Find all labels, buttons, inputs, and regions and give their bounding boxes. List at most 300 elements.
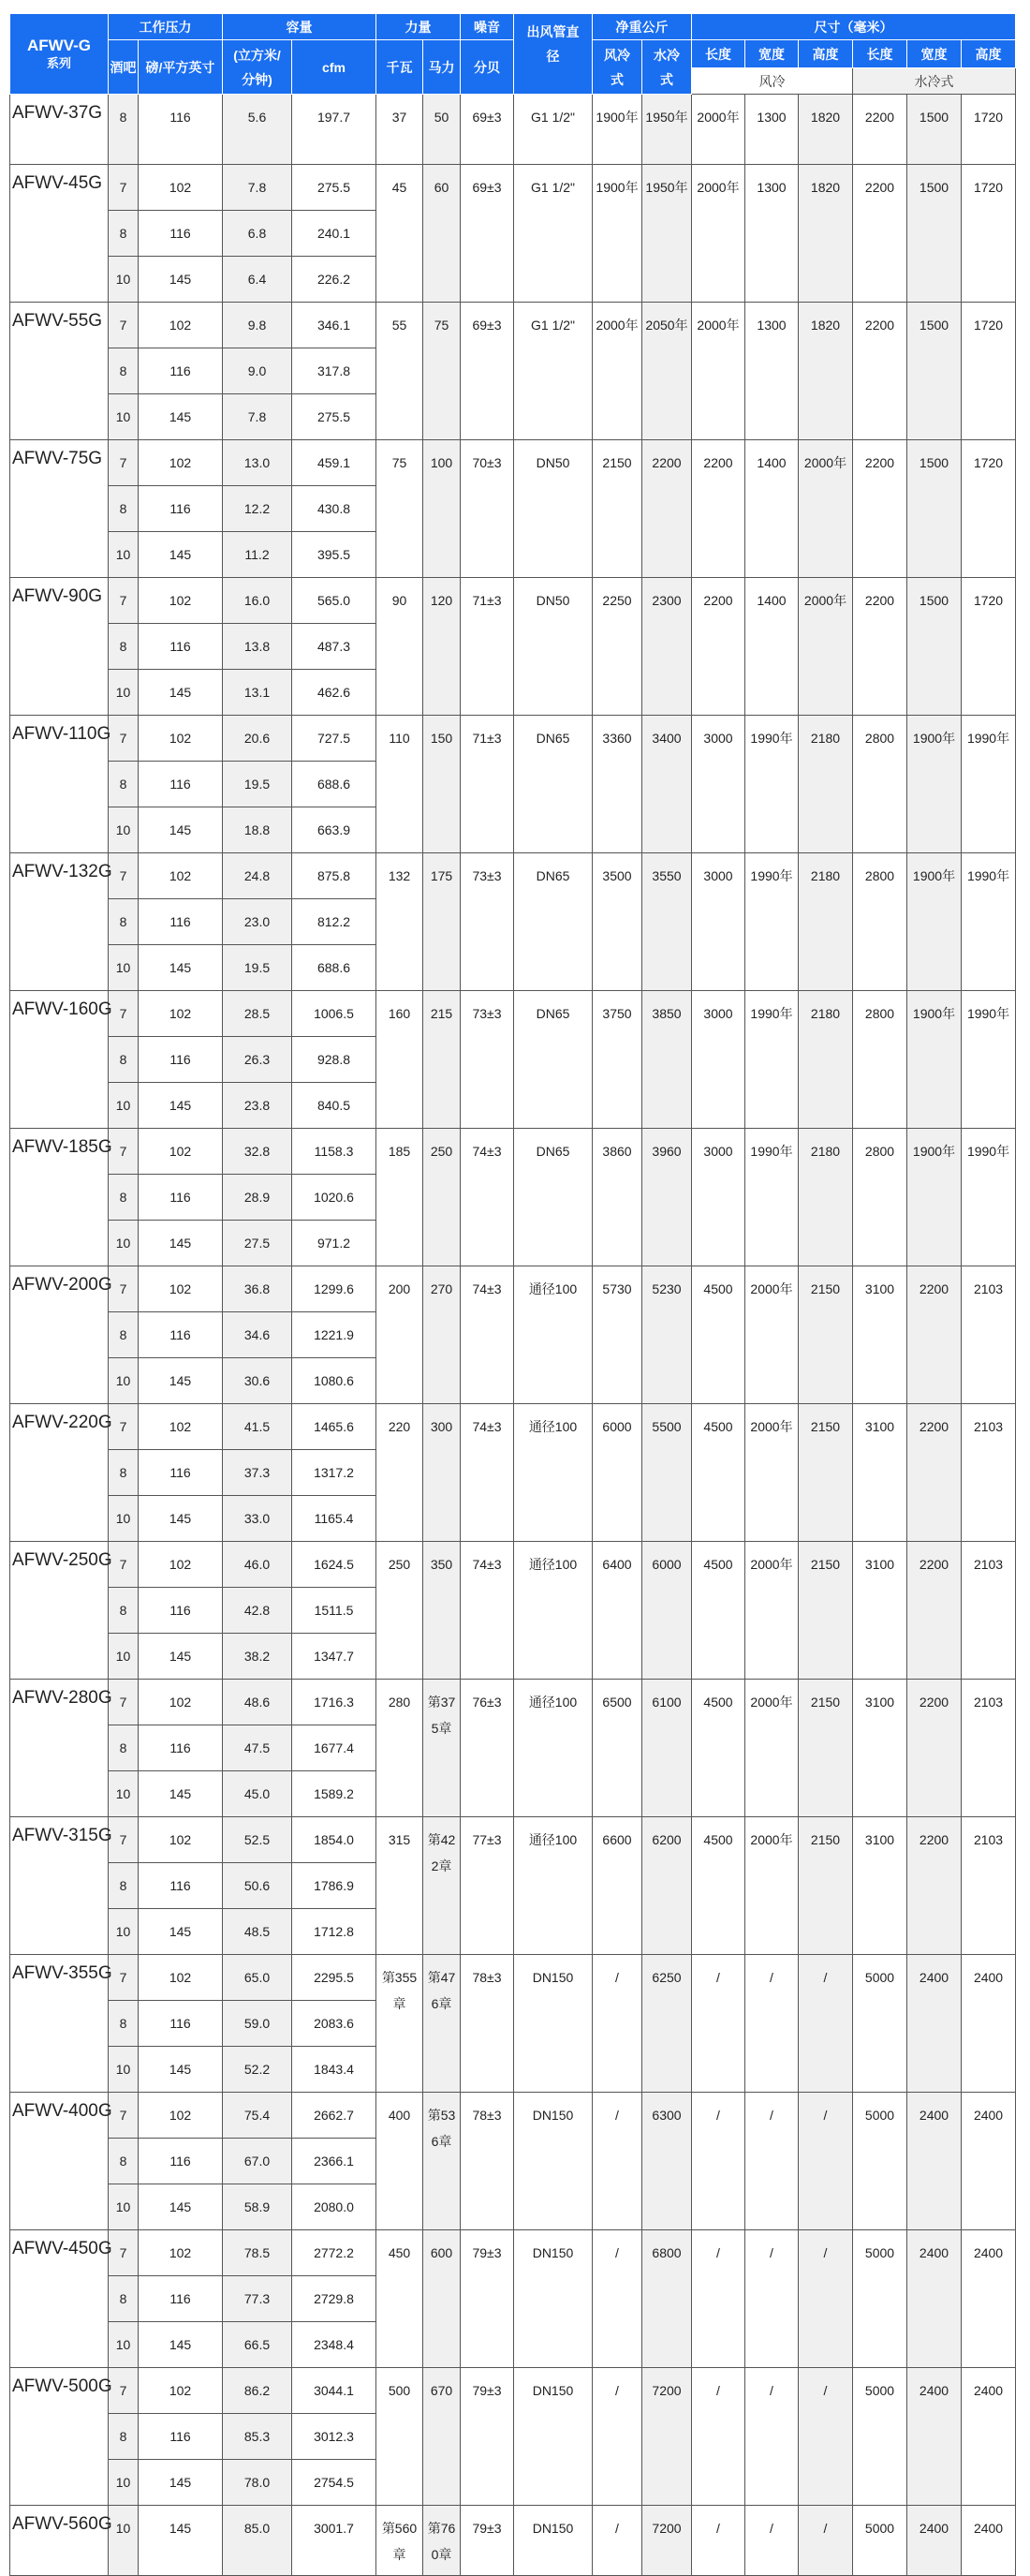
pressure-bar-cell: 10 — [109, 670, 139, 716]
dim-air-height-cell: 1820 — [799, 95, 853, 165]
power-hp-cell: 第375章 — [423, 1680, 461, 1817]
pressure-psi-cell: 102 — [139, 853, 223, 899]
capacity-m3-cell: 30.6 — [223, 1358, 292, 1404]
dim-water-width-cell: 1500 — [907, 578, 962, 716]
weight-water-cell: 1950年 — [642, 95, 692, 165]
capacity-m3-cell: 77.3 — [223, 2276, 292, 2322]
capacity-cfm-cell: 1843.4 — [292, 2047, 376, 2093]
noise-cell: 70±3 — [461, 440, 514, 578]
pressure-bar-cell: 10 — [109, 2184, 139, 2230]
pressure-bar-cell: 10 — [109, 1496, 139, 1542]
capacity-cfm-cell: 2772.2 — [292, 2230, 376, 2276]
capacity-cfm-cell: 1080.6 — [292, 1358, 376, 1404]
dimensions-group-header: 尺寸（毫米） — [692, 14, 1016, 40]
model-cell: AFWV-400G — [10, 2093, 109, 2230]
capacity-cfm-cell: 459.1 — [292, 440, 376, 486]
noise-cell: 69±3 — [461, 165, 514, 303]
weight-air-cell: 1900年 — [593, 165, 642, 303]
dim-water-height-cell: 2103 — [962, 1266, 1016, 1404]
dim-air-width-cell: / — [745, 2506, 799, 2576]
dim-air-length-cell: / — [692, 2093, 745, 2230]
capacity-cfm-cell: 3012.3 — [292, 2414, 376, 2460]
dim-water-width-cell: 1900年 — [907, 1129, 962, 1266]
pressure-psi-cell: 102 — [139, 1955, 223, 2001]
dim-water-width-cell: 2200 — [907, 1266, 962, 1404]
capacity-m3-cell: 23.8 — [223, 1083, 292, 1129]
dim-air-height-cell: / — [799, 1955, 853, 2093]
noise-cell: 69±3 — [461, 303, 514, 440]
dim-water-width-header: 宽度 — [907, 40, 962, 68]
weight-water-cell: 2050年 — [642, 303, 692, 440]
noise-cell: 73±3 — [461, 991, 514, 1129]
dim-water-height-cell: 2400 — [962, 2368, 1016, 2506]
dim-air-width-cell: / — [745, 2230, 799, 2368]
dim-air-length-cell: / — [692, 2368, 745, 2506]
capacity-cfm-cell: 1677.4 — [292, 1725, 376, 1771]
pressure-psi-cell: 102 — [139, 1404, 223, 1450]
dim-air-length-cell: 4500 — [692, 1680, 745, 1817]
noise-cell: 71±3 — [461, 578, 514, 716]
power-kw-cell: 400 — [376, 2093, 423, 2230]
pressure-psi-cell: 102 — [139, 1266, 223, 1312]
outlet-cell: 通径100 — [514, 1542, 593, 1680]
capacity-m3-cell: 48.5 — [223, 1909, 292, 1955]
dim-air-width-cell: 1990年 — [745, 853, 799, 991]
table-row — [10, 95, 1016, 165]
dim-water-width-cell: 2400 — [907, 1955, 962, 2093]
weight-water-cell: 6800 — [642, 2230, 692, 2368]
capacity-m3-cell: 5.6 — [223, 95, 292, 165]
capacity-cfm-cell: 1317.2 — [292, 1450, 376, 1496]
dim-air-length-header: 长度 — [692, 40, 745, 68]
power-hp-cell: 60 — [423, 165, 461, 303]
table-row — [10, 578, 1016, 624]
dim-water-height-cell: 1720 — [962, 440, 1016, 578]
capacity-cfm-cell: 2080.0 — [292, 2184, 376, 2230]
capacity-cfm-cell: 1006.5 — [292, 991, 376, 1037]
dim-air-length-cell: / — [692, 1955, 745, 2093]
capacity-m3-cell: 41.5 — [223, 1404, 292, 1450]
pressure-bar-cell: 8 — [109, 1175, 139, 1221]
capacity-m3-cell: 13.8 — [223, 624, 292, 670]
weight-water-cell: 7200 — [642, 2506, 692, 2576]
pressure-psi-cell: 116 — [139, 348, 223, 394]
pressure-bar-cell: 7 — [109, 165, 139, 211]
dim-air-width-cell: 2000年 — [745, 1542, 799, 1680]
pressure-bar-cell: 10 — [109, 1083, 139, 1129]
capacity-m3-cell: 7.8 — [223, 394, 292, 440]
weight-water-cell: 3960 — [642, 1129, 692, 1266]
noise-cell: 79±3 — [461, 2506, 514, 2576]
dim-water-height-cell: 2103 — [962, 1404, 1016, 1542]
dim-air-width-cell: 1300 — [745, 303, 799, 440]
dim-water-length-cell: 5000 — [853, 2230, 907, 2368]
dim-air-width-cell: / — [745, 2368, 799, 2506]
pressure-bar-cell: 8 — [109, 486, 139, 532]
model-cell: AFWV-500G — [10, 2368, 109, 2506]
dim-water-length-cell: 2200 — [853, 165, 907, 303]
power-kw-cell: 90 — [376, 578, 423, 716]
pressure-bar-cell: 7 — [109, 853, 139, 899]
weight-water-cell: 2300 — [642, 578, 692, 716]
pressure-bar-cell: 7 — [109, 1955, 139, 2001]
pressure-psi-cell: 116 — [139, 2139, 223, 2184]
capacity-m3-cell: 33.0 — [223, 1496, 292, 1542]
power-kw-cell: 第355章 — [376, 1955, 423, 2093]
pressure-psi-cell: 116 — [139, 2001, 223, 2047]
weight-water-cell: 5500 — [642, 1404, 692, 1542]
capacity-cfm-cell: 2754.5 — [292, 2460, 376, 2506]
capacity-cfm-cell: 727.5 — [292, 716, 376, 762]
table-row — [10, 303, 1016, 348]
dim-water-height-cell: 2103 — [962, 1680, 1016, 1817]
capacity-cfm-cell: 2348.4 — [292, 2322, 376, 2368]
power-hp-cell: 第536章 — [423, 2093, 461, 2230]
capacity-cfm-cell: 663.9 — [292, 807, 376, 853]
weight-air-cell: 6400 — [593, 1542, 642, 1680]
pressure-psi-cell: 145 — [139, 1221, 223, 1266]
dim-water-width-cell: 2200 — [907, 1404, 962, 1542]
power-kw-cell: 110 — [376, 716, 423, 853]
pressure-bar-cell: 7 — [109, 1266, 139, 1312]
dim-water-height-cell: 2400 — [962, 2230, 1016, 2368]
dim-air-length-cell: / — [692, 2506, 745, 2576]
capacity-m3-cell: 28.5 — [223, 991, 292, 1037]
power-hp-header: 马力 — [423, 40, 461, 95]
pressure-bar-cell: 7 — [109, 578, 139, 624]
weight-water-cell: 6250 — [642, 1955, 692, 2093]
weight-air-cell: / — [593, 2093, 642, 2230]
dim-air-height-cell: 2150 — [799, 1680, 853, 1817]
model-cell: AFWV-37G — [10, 95, 109, 165]
model-cell: AFWV-160G — [10, 991, 109, 1129]
capacity-cfm-cell: 317.8 — [292, 348, 376, 394]
model-cell: AFWV-132G — [10, 853, 109, 991]
outlet-cell: G1 1/2" — [514, 303, 593, 440]
dim-air-length-cell: 2000年 — [692, 165, 745, 303]
capacity-m3-cell: 58.9 — [223, 2184, 292, 2230]
pressure-bar-cell: 10 — [109, 394, 139, 440]
weight-water-header: 水冷式 — [642, 40, 692, 95]
dim-water-length-cell: 2200 — [853, 578, 907, 716]
model-cell: AFWV-450G — [10, 2230, 109, 2368]
dim-water-width-cell: 1900年 — [907, 991, 962, 1129]
power-kw-cell: 500 — [376, 2368, 423, 2506]
noise-cell: 74±3 — [461, 1404, 514, 1542]
capacity-cfm-cell: 971.2 — [292, 1221, 376, 1266]
capacity-group-header: 容量 — [223, 14, 376, 40]
dim-air-height-cell: 2000年 — [799, 440, 853, 578]
weight-air-cell: 2250 — [593, 578, 642, 716]
pressure-psi-cell: 145 — [139, 1909, 223, 1955]
power-hp-cell: 100 — [423, 440, 461, 578]
noise-cell: 74±3 — [461, 1542, 514, 1680]
power-hp-cell: 120 — [423, 578, 461, 716]
model-cell: AFWV-55G — [10, 303, 109, 440]
pressure-bar-cell: 10 — [109, 2460, 139, 2506]
capacity-m3-cell: 6.4 — [223, 257, 292, 303]
weight-water-cell: 6200 — [642, 1817, 692, 1955]
dim-air-height-cell: 1820 — [799, 303, 853, 440]
dim-water-height-cell: 2103 — [962, 1817, 1016, 1955]
pressure-psi-cell: 116 — [139, 624, 223, 670]
noise-cell: 78±3 — [461, 2093, 514, 2230]
power-kw-cell: 220 — [376, 1404, 423, 1542]
capacity-m3-cell: 48.6 — [223, 1680, 292, 1725]
pressure-psi-cell: 145 — [139, 2184, 223, 2230]
dim-water-width-cell: 1900年 — [907, 716, 962, 853]
pressure-bar-cell: 7 — [109, 1542, 139, 1588]
dim-air-width-cell: 2000年 — [745, 1266, 799, 1404]
pressure-psi-cell: 116 — [139, 762, 223, 807]
capacity-m3-cell: 42.8 — [223, 1588, 292, 1634]
weight-water-cell: 6300 — [642, 2093, 692, 2230]
capacity-m3-cell: 59.0 — [223, 2001, 292, 2047]
power-hp-cell: 150 — [423, 716, 461, 853]
pressure-psi-cell: 116 — [139, 2414, 223, 2460]
series-sub-label: 系列 — [46, 55, 71, 70]
noise-cell: 79±3 — [461, 2368, 514, 2506]
pressure-bar-cell: 7 — [109, 1404, 139, 1450]
weight-water-cell: 6100 — [642, 1680, 692, 1817]
capacity-m3-cell: 12.2 — [223, 486, 292, 532]
pressure-psi-cell: 116 — [139, 1863, 223, 1909]
outlet-cell: DN50 — [514, 440, 593, 578]
dim-water-width-cell: 2200 — [907, 1542, 962, 1680]
pressure-bar-cell: 10 — [109, 1634, 139, 1680]
capacity-m3-cell: 52.5 — [223, 1817, 292, 1863]
capacity-cfm-cell: 1158.3 — [292, 1129, 376, 1175]
capacity-m3-cell: 47.5 — [223, 1725, 292, 1771]
dim-air-height-cell: 2150 — [799, 1542, 853, 1680]
outlet-cell: 通径100 — [514, 1404, 593, 1542]
dim-air-length-cell: / — [692, 2230, 745, 2368]
dim-air-height-cell: 2180 — [799, 991, 853, 1129]
model-cell: AFWV-90G — [10, 578, 109, 716]
capacity-m3-cell: 78.5 — [223, 2230, 292, 2276]
power-kw-cell: 250 — [376, 1542, 423, 1680]
noise-cell: 76±3 — [461, 1680, 514, 1817]
dim-water-length-cell: 2200 — [853, 303, 907, 440]
capacity-m3-cell: 66.5 — [223, 2322, 292, 2368]
pressure-psi-cell: 116 — [139, 1175, 223, 1221]
dim-air-height-cell: / — [799, 2093, 853, 2230]
dim-air-length-cell: 4500 — [692, 1542, 745, 1680]
capacity-cfm-cell: 197.7 — [292, 95, 376, 165]
dim-air-length-cell: 4500 — [692, 1404, 745, 1542]
pressure-psi-cell: 145 — [139, 2506, 223, 2576]
pressure-psi-cell: 145 — [139, 532, 223, 578]
noise-cell: 69±3 — [461, 95, 514, 165]
capacity-cfm-cell: 1716.3 — [292, 1680, 376, 1725]
pressure-psi-cell: 145 — [139, 257, 223, 303]
dim-air-width-cell: 1990年 — [745, 716, 799, 853]
pressure-psi-cell: 145 — [139, 807, 223, 853]
capacity-cfm-cell: 430.8 — [292, 486, 376, 532]
power-kw-cell: 第560章 — [376, 2506, 423, 2576]
noise-cell: 78±3 — [461, 1955, 514, 2093]
capacity-cfm-cell: 1347.7 — [292, 1634, 376, 1680]
pressure-psi-cell: 145 — [139, 1634, 223, 1680]
pressure-psi-cell: 145 — [139, 1358, 223, 1404]
model-cell: AFWV-315G — [10, 1817, 109, 1955]
dim-water-length-header: 长度 — [853, 40, 907, 68]
outlet-cell: DN150 — [514, 1955, 593, 2093]
dim-air-length-cell: 2200 — [692, 440, 745, 578]
capacity-cfm-cell: 3001.7 — [292, 2506, 376, 2576]
power-kw-cell: 280 — [376, 1680, 423, 1817]
noise-cell: 71±3 — [461, 716, 514, 853]
capacity-m3-cell: 85.0 — [223, 2506, 292, 2576]
dim-water-height-cell: 1990年 — [962, 1129, 1016, 1266]
pressure-psi-cell: 145 — [139, 2460, 223, 2506]
dim-air-height-cell: 1820 — [799, 165, 853, 303]
capacity-cfm-cell: 346.1 — [292, 303, 376, 348]
dim-air-height-cell: 2150 — [799, 1817, 853, 1955]
pressure-bar-cell: 7 — [109, 2368, 139, 2414]
capacity-m3-header: (立方米/分钟) — [223, 40, 292, 95]
pressure-bar-cell: 7 — [109, 2093, 139, 2139]
noise-cell: 79±3 — [461, 2230, 514, 2368]
power-hp-cell: 600 — [423, 2230, 461, 2368]
capacity-m3-cell: 6.8 — [223, 211, 292, 257]
pressure-bar-cell: 10 — [109, 807, 139, 853]
pressure-bar-cell: 8 — [109, 2414, 139, 2460]
outlet-cell: DN150 — [514, 2230, 593, 2368]
model-cell: AFWV-110G — [10, 716, 109, 853]
weight-air-header: 风冷式 — [593, 40, 642, 95]
power-group-header: 力量 — [376, 14, 461, 40]
capacity-cfm-cell: 1624.5 — [292, 1542, 376, 1588]
pressure-psi-cell: 116 — [139, 2276, 223, 2322]
dim-air-height-header: 高度 — [799, 40, 853, 68]
model-cell: AFWV-250G — [10, 1542, 109, 1680]
outlet-cell: DN65 — [514, 991, 593, 1129]
dim-water-height-cell: 2103 — [962, 1542, 1016, 1680]
capacity-cfm-cell: 487.3 — [292, 624, 376, 670]
dim-air-length-cell: 3000 — [692, 1129, 745, 1266]
pressure-bar-cell: 7 — [109, 2230, 139, 2276]
dim-water-width-cell: 1500 — [907, 303, 962, 440]
power-hp-cell: 270 — [423, 1266, 461, 1404]
capacity-m3-cell: 65.0 — [223, 1955, 292, 2001]
table-row — [10, 1955, 1016, 2001]
outlet-cell: DN150 — [514, 2368, 593, 2506]
pressure-bar-cell: 7 — [109, 1129, 139, 1175]
pressure-bar-cell: 10 — [109, 1771, 139, 1817]
pressure-psi-cell: 145 — [139, 2047, 223, 2093]
capacity-cfm-cell: 395.5 — [292, 532, 376, 578]
pressure-psi-cell: 102 — [139, 1129, 223, 1175]
pressure-bar-cell: 8 — [109, 1863, 139, 1909]
dim-air-width-cell: 1300 — [745, 165, 799, 303]
dim-air-length-cell: 3000 — [692, 853, 745, 991]
capacity-cfm-cell: 1511.5 — [292, 1588, 376, 1634]
pressure-psi-cell: 116 — [139, 899, 223, 945]
pressure-bar-cell: 8 — [109, 1312, 139, 1358]
weight-air-cell: 2150 — [593, 440, 642, 578]
capacity-cfm-cell: 1854.0 — [292, 1817, 376, 1863]
pressure-psi-cell: 145 — [139, 945, 223, 991]
weight-air-cell: 3750 — [593, 991, 642, 1129]
dim-water-width-cell: 2200 — [907, 1680, 962, 1817]
dim-water-height-cell: 2400 — [962, 2506, 1016, 2576]
dim-air-length-cell: 2000年 — [692, 95, 745, 165]
weight-group-header: 净重公斤 — [593, 14, 692, 40]
dim-water-length-cell: 5000 — [853, 2093, 907, 2230]
dim-air-width-cell: 1990年 — [745, 1129, 799, 1266]
pressure-psi-cell: 102 — [139, 1817, 223, 1863]
pressure-bar-cell: 7 — [109, 991, 139, 1037]
dim-air-height-cell: 2180 — [799, 716, 853, 853]
model-cell: AFWV-45G — [10, 165, 109, 303]
dim-water-length-cell: 5000 — [853, 1955, 907, 2093]
table-row — [10, 853, 1016, 899]
outlet-cell: DN65 — [514, 716, 593, 853]
capacity-cfm-cell: 1020.6 — [292, 1175, 376, 1221]
pressure-bar-cell: 8 — [109, 1450, 139, 1496]
dim-water-height-cell: 1990年 — [962, 853, 1016, 991]
capacity-cfm-cell: 2083.6 — [292, 2001, 376, 2047]
outlet-cell: 通径100 — [514, 1266, 593, 1404]
pressure-bar-cell: 8 — [109, 624, 139, 670]
pressure-psi-cell: 102 — [139, 1542, 223, 1588]
table-row — [10, 716, 1016, 762]
capacity-cfm-cell: 3044.1 — [292, 2368, 376, 2414]
noise-db-header: 分贝 — [461, 40, 514, 95]
pressure-bar-cell: 8 — [109, 899, 139, 945]
noise-cell: 77±3 — [461, 1817, 514, 1955]
capacity-m3-cell: 67.0 — [223, 2139, 292, 2184]
outlet-cell: 通径100 — [514, 1817, 593, 1955]
pressure-psi-cell: 145 — [139, 2322, 223, 2368]
pressure-psi-cell: 116 — [139, 1588, 223, 1634]
pressure-psi-cell: 145 — [139, 1083, 223, 1129]
capacity-cfm-cell: 2366.1 — [292, 2139, 376, 2184]
power-hp-cell: 350 — [423, 1542, 461, 1680]
pressure-bar-cell: 10 — [109, 1909, 139, 1955]
weight-water-cell: 6000 — [642, 1542, 692, 1680]
series-header — [10, 14, 109, 95]
pressure-bar-cell: 8 — [109, 1588, 139, 1634]
table-row — [10, 2368, 1016, 2414]
noise-group-header: 噪音 — [461, 14, 514, 40]
table-row — [10, 2230, 1016, 2276]
pressure-psi-cell: 116 — [139, 1037, 223, 1083]
pressure-bar-cell: 7 — [109, 1817, 139, 1863]
pressure-bar-cell: 8 — [109, 1037, 139, 1083]
power-kw-cell: 200 — [376, 1266, 423, 1404]
power-kw-cell: 160 — [376, 991, 423, 1129]
dim-water-width-cell: 1900年 — [907, 853, 962, 991]
table-header — [10, 14, 1016, 95]
weight-air-cell: 1900年 — [593, 95, 642, 165]
capacity-m3-cell: 37.3 — [223, 1450, 292, 1496]
capacity-m3-cell: 7.8 — [223, 165, 292, 211]
weight-air-cell: 3500 — [593, 853, 642, 991]
power-hp-cell: 第476章 — [423, 1955, 461, 2093]
power-hp-cell: 75 — [423, 303, 461, 440]
weight-water-cell: 1950年 — [642, 165, 692, 303]
capacity-m3-cell: 28.9 — [223, 1175, 292, 1221]
spec-table — [9, 13, 1016, 2576]
power-kw-header: 千瓦 — [376, 40, 423, 95]
table-row — [10, 1129, 1016, 1175]
pressure-bar-cell: 8 — [109, 348, 139, 394]
outlet-cell: 通径100 — [514, 1680, 593, 1817]
weight-air-cell: / — [593, 2506, 642, 2576]
dim-water-length-cell: 3100 — [853, 1680, 907, 1817]
